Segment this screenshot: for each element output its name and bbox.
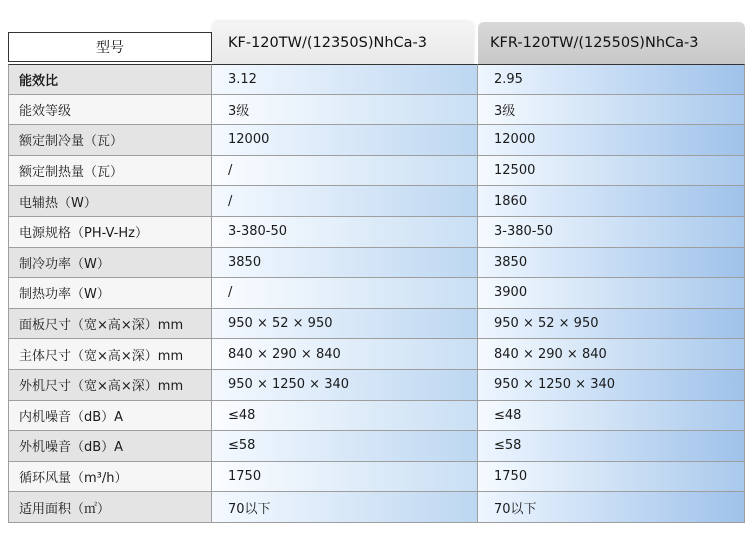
- row-value-model-1: ≤48: [212, 401, 478, 432]
- row-value-model-1: /: [212, 156, 478, 187]
- row-label: 外机噪音（dB）A: [8, 431, 212, 462]
- table-row: [8, 431, 745, 462]
- row-value-model-2: 3850: [478, 248, 745, 279]
- row-value-model-1: 3级: [212, 95, 478, 126]
- row-value-model-1: 950 × 52 × 950: [212, 309, 478, 340]
- row-value-model-1: 3-380-50: [212, 217, 478, 248]
- row-label: 额定制冷量（瓦）: [8, 125, 212, 156]
- table-row: [8, 370, 745, 401]
- header-model-2: KFR-120TW/(12550S)NhCa-3: [478, 22, 745, 64]
- table-row: [8, 462, 745, 493]
- table-row: [8, 492, 745, 523]
- header-label: 型号: [8, 32, 212, 62]
- row-label: 外机尺寸（宽×高×深）mm: [8, 370, 212, 401]
- row-label: 内机噪音（dB）A: [8, 401, 212, 432]
- row-label: 制热功率（W）: [8, 278, 212, 309]
- table-header: [8, 22, 745, 64]
- row-value-model-1: 12000: [212, 125, 478, 156]
- row-value-model-1: 840 × 290 × 840: [212, 339, 478, 370]
- row-value-model-1: 3.12: [212, 64, 478, 95]
- table-row: [8, 401, 745, 432]
- table-row: [8, 64, 745, 95]
- row-value-model-1: 950 × 1250 × 340: [212, 370, 478, 401]
- row-value-model-1: 1750: [212, 462, 478, 493]
- row-label: 能效等级: [8, 95, 212, 126]
- row-label: 能效比: [8, 64, 212, 95]
- row-value-model-2: 3900: [478, 278, 745, 309]
- header-model-1: KF-120TW/(12350S)NhCa-3: [212, 22, 474, 64]
- row-label: 面板尺寸（宽×高×深）mm: [8, 309, 212, 340]
- table-row: [8, 95, 745, 126]
- row-value-model-1: ≤58: [212, 431, 478, 462]
- row-value-model-1: /: [212, 278, 478, 309]
- table-row: [8, 248, 745, 279]
- row-label: 制冷功率（W）: [8, 248, 212, 279]
- table-row: [8, 156, 745, 187]
- row-label: 电源规格（PH-V-Hz）: [8, 217, 212, 248]
- row-value-model-1: 3850: [212, 248, 478, 279]
- row-value-model-2: 3级: [478, 95, 745, 126]
- row-label: 主体尺寸（宽×高×深）mm: [8, 339, 212, 370]
- table-row: [8, 125, 745, 156]
- row-value-model-2: 3-380-50: [478, 217, 745, 248]
- row-value-model-2: 12500: [478, 156, 745, 187]
- row-value-model-2: 1750: [478, 462, 745, 493]
- table-row: [8, 309, 745, 340]
- row-value-model-2: 2.95: [478, 64, 745, 95]
- row-value-model-1: 70以下: [212, 492, 478, 523]
- row-value-model-2: ≤58: [478, 431, 745, 462]
- row-value-model-2: 950 × 52 × 950: [478, 309, 745, 340]
- row-value-model-1: /: [212, 186, 478, 217]
- table-body: [8, 64, 745, 523]
- table-row: [8, 217, 745, 248]
- row-label: 循环风量（m³/h）: [8, 462, 212, 493]
- row-value-model-2: ≤48: [478, 401, 745, 432]
- row-label: 电辅热（W）: [8, 186, 212, 217]
- row-value-model-2: 1860: [478, 186, 745, 217]
- table-row: [8, 339, 745, 370]
- row-value-model-2: 12000: [478, 125, 745, 156]
- row-value-model-2: 950 × 1250 × 340: [478, 370, 745, 401]
- row-label: 适用面积（㎡）: [8, 492, 212, 523]
- table-row: [8, 278, 745, 309]
- row-label: 额定制热量（瓦）: [8, 156, 212, 187]
- row-value-model-2: 70以下: [478, 492, 745, 523]
- table-row: [8, 186, 745, 217]
- row-value-model-2: 840 × 290 × 840: [478, 339, 745, 370]
- spec-table: [8, 22, 745, 517]
